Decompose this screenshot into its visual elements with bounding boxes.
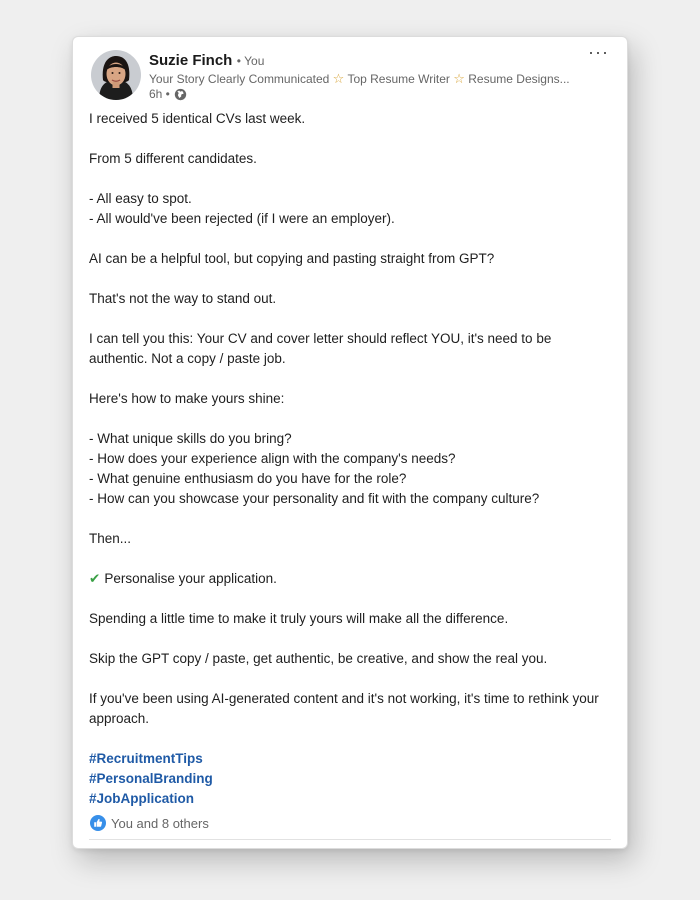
post-line: Skip the GPT copy / paste, get authentic, be creative, and show the real you. [89,651,548,666]
hashtag-job-application[interactable]: #JobApplication [89,791,195,806]
post-line: Here's how to make yours shine: [89,391,285,406]
post-line: AI can be a helpful tool, but copying and pasting straight from GPT? [89,251,495,266]
you-badge: • You [236,54,265,68]
post-line: I received 5 identical CVs last week. [89,111,306,126]
post-line-check [89,569,609,589]
post-line: - What genuine enthusiasm do you have for the role? [89,471,407,486]
post-line: If you've been using AI-generated content and it's not working, it's time to rethink your approach. [89,691,599,726]
post-line: - What unique skills do you bring? [89,431,292,446]
star-icon: ☆ [453,71,465,86]
globe-icon [174,88,187,101]
divider [89,839,611,840]
headline-part-3: Resume Designs... [468,72,570,86]
more-options-icon[interactable]: ··· [588,42,609,62]
reactions-text: You and 8 others [111,815,209,831]
post-line: Spending a little time to make it truly yours will make all the difference. [89,611,509,626]
post-line: I can tell you this: Your CV and cover letter should reflect YOU, it's need to be authentic. Not a copy / paste job. [89,331,552,366]
like-icon [90,815,106,831]
post-body [89,109,609,809]
avatar[interactable] [91,50,141,100]
headline-part-1: Your Story Clearly Communicated [149,72,330,86]
post-meta [149,87,187,101]
post-line: That's not the way to stand out. [89,291,277,306]
author-name-row [149,52,264,70]
post-line: Then... [89,531,132,546]
post-line: Personalise your application. [104,571,277,586]
reactions-summary[interactable] [90,815,209,831]
author-headline [149,71,579,87]
hashtag-recruitment-tips[interactable]: #RecruitmentTips [89,751,203,766]
checkmark-icon: ✔ [89,571,101,586]
hashtag-personal-branding[interactable]: #PersonalBranding [89,771,213,786]
author-name[interactable]: Suzie Finch [149,52,233,69]
post-line: - How does your experience align with the company's needs? [89,451,456,466]
star-icon: ☆ [332,71,345,86]
post-line: - How can you showcase your personality and fit with the company culture? [89,491,540,506]
post-line: - All would've been rejected (if I were an employer). [89,211,395,226]
post-card [72,36,628,849]
headline-part-2: Top Resume Writer [347,72,450,86]
post-line: From 5 different candidates. [89,151,257,166]
post-line: - All easy to spot. [89,191,192,206]
post-time: 6h • [149,87,170,101]
